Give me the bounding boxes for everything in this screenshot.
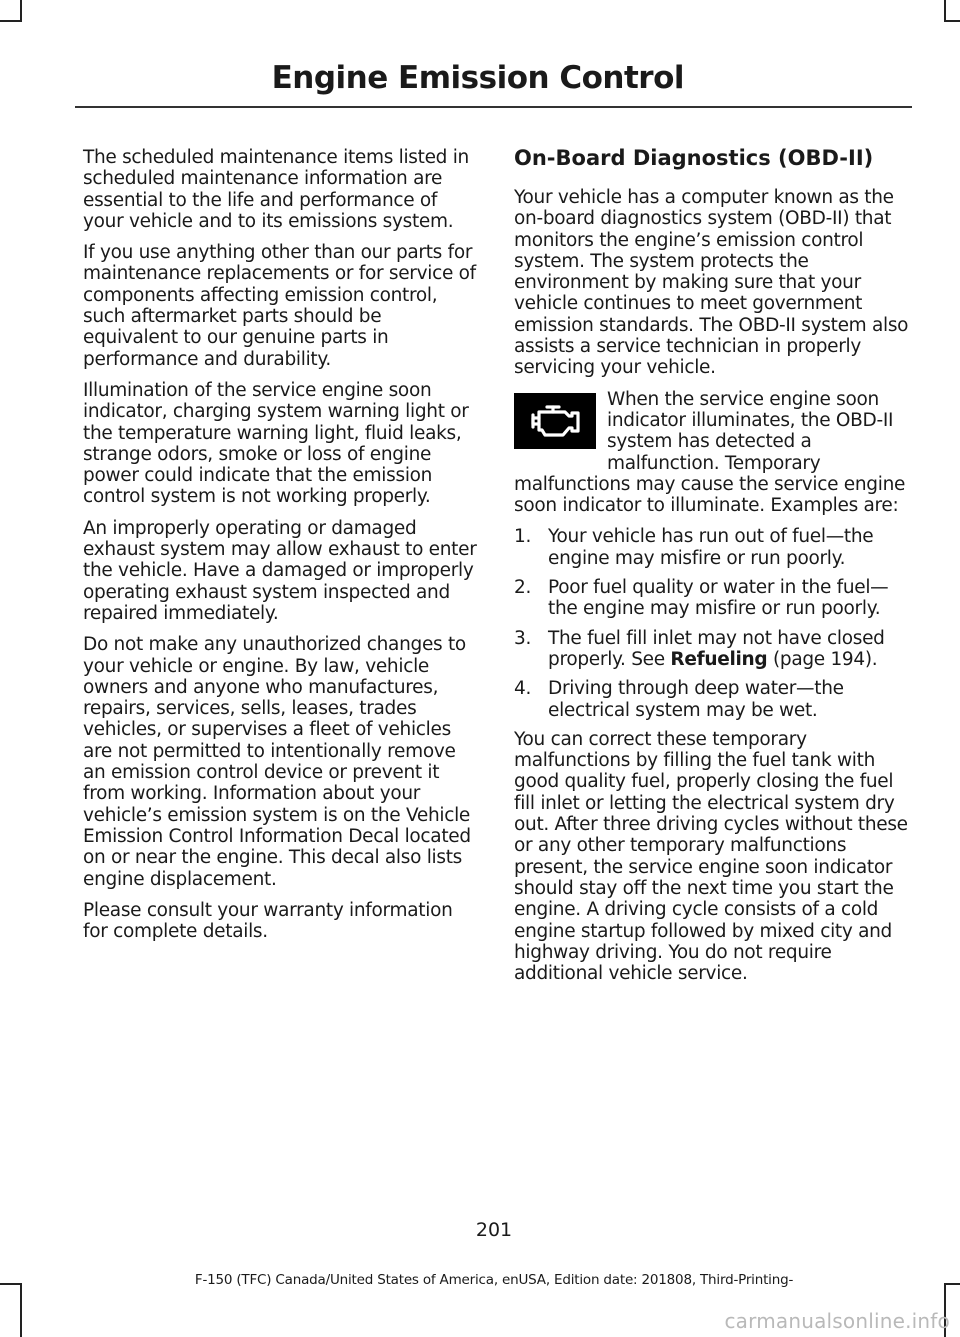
list-item-text: Driving through deep water—the electrical system may be wet. (548, 678, 844, 721)
page-number: 201 (475, 1219, 513, 1241)
examples-list (514, 526, 910, 720)
title-rule (75, 106, 912, 108)
refueling-reference-link[interactable]: Refueling (670, 648, 768, 670)
crop-mark-top-left-h (0, 20, 22, 22)
page-title: Engine Emission Control (271, 60, 684, 96)
paragraph-temporary-malfunctions: You can correct these temporary malfunctions by filling the fuel tank with good quality fuel, properly closing the fuel fill inlet or letting the electrical system dry out. After three driving cycles without these or any other temporary malfunctions present, the service engine soon indicator should stay off the next time you start the engine. A driving cycle consists of a cold engine startup followed by mixed city and highway driving. You do not require additional vehicle service. (514, 728, 908, 985)
paragraph-indicator-illumination: Illumination of the service engine soon indicator, charging system warning light or the temperature warning light, fluid leaks, strange odors, smoke or loss of engine power could indicate that the emission control system is not working properly. (83, 379, 469, 508)
edition-footer: F-150 (TFC) Canada/United States of America, enUSA, Edition date: 201808, Third-Printing- (194, 1272, 794, 1288)
paragraph-aftermarket-parts: If you use anything other than our parts for maintenance replacements or for service of components affecting emission control, such aftermarket parts should be equivalent to our genuine parts in performance and durability. (83, 242, 476, 370)
list-item-text-after: (page 194). (767, 648, 878, 670)
paragraph-obd-intro: Your vehicle has a computer known as the on-board diagnostics system (OBD-II) that monitors the engine’s emission control system. The system protects the environment by making sure that your vehicle continues to meet government emission standards. The OBD-II system also assists a service technician in properly servicing your vehicle. (514, 187, 909, 379)
list-item-text (548, 628, 910, 671)
right-column (514, 187, 910, 994)
list-item-text-before: The fuel fill inlet may not have closed properly. See (548, 627, 885, 670)
left-column (83, 147, 478, 952)
paragraph-unauthorized-changes: Do not make any unauthorized changes to your vehicle or engine. By law, vehicle owners and anyone who manufactures, repairs, services, sells, leases, trades vehicles, or supervises a fleet of vehicles are not permitted to intentionally remove an emission control device or prevent it from working. Information about your vehicle’s emission system is on the Vehicle Emission Control Information Decal located on or near the engine. This decal also lists engine displacement. (83, 634, 471, 890)
list-item (514, 577, 910, 620)
list-item (514, 678, 910, 721)
indicator-paragraph-text: When the service engine soon indicator illuminates, the OBD-II system has detected a malfunction. Temporary malfunctions may cause the service engine soon indicator to illuminate. Examples are: (514, 388, 906, 517)
crop-mark-top-right-v (944, 0, 946, 22)
paragraph-exhaust-system: An improperly operating or damaged exhaust system may allow exhaust to enter the vehicle. Have a damaged or improperly operating exhaust system inspected and repaired immediately. (83, 517, 477, 624)
crop-mark-bottom-left-v (20, 1283, 22, 1337)
list-item-text: Your vehicle has run out of fuel—the engine may misfire or run poorly. (548, 526, 874, 569)
check-engine-icon (514, 393, 596, 449)
crop-mark-top-right-h (944, 20, 960, 22)
paragraph-warranty: Please consult your warranty information for complete details. (83, 899, 453, 943)
list-item (514, 526, 910, 569)
indicator-paragraph (514, 389, 910, 517)
list-item-number: 1. (514, 526, 532, 548)
section-heading-obd: On-Board Diagnostics (OBD-II) (514, 146, 874, 170)
crop-mark-top-left-v (20, 0, 22, 22)
list-item-number: 2. (514, 577, 532, 599)
paragraph-scheduled-maintenance: The scheduled maintenance items listed in scheduled maintenance information are essential to the life and performance of your vehicle and to its emissions system. (83, 147, 469, 232)
list-item-text: Poor fuel quality or water in the fuel—the engine may misfire or run poorly. (548, 577, 889, 620)
list-item-number: 3. (514, 627, 532, 649)
list-item (514, 628, 910, 671)
watermark: carmanualsonline.info (724, 1309, 950, 1333)
list-item-number: 4. (514, 678, 532, 700)
